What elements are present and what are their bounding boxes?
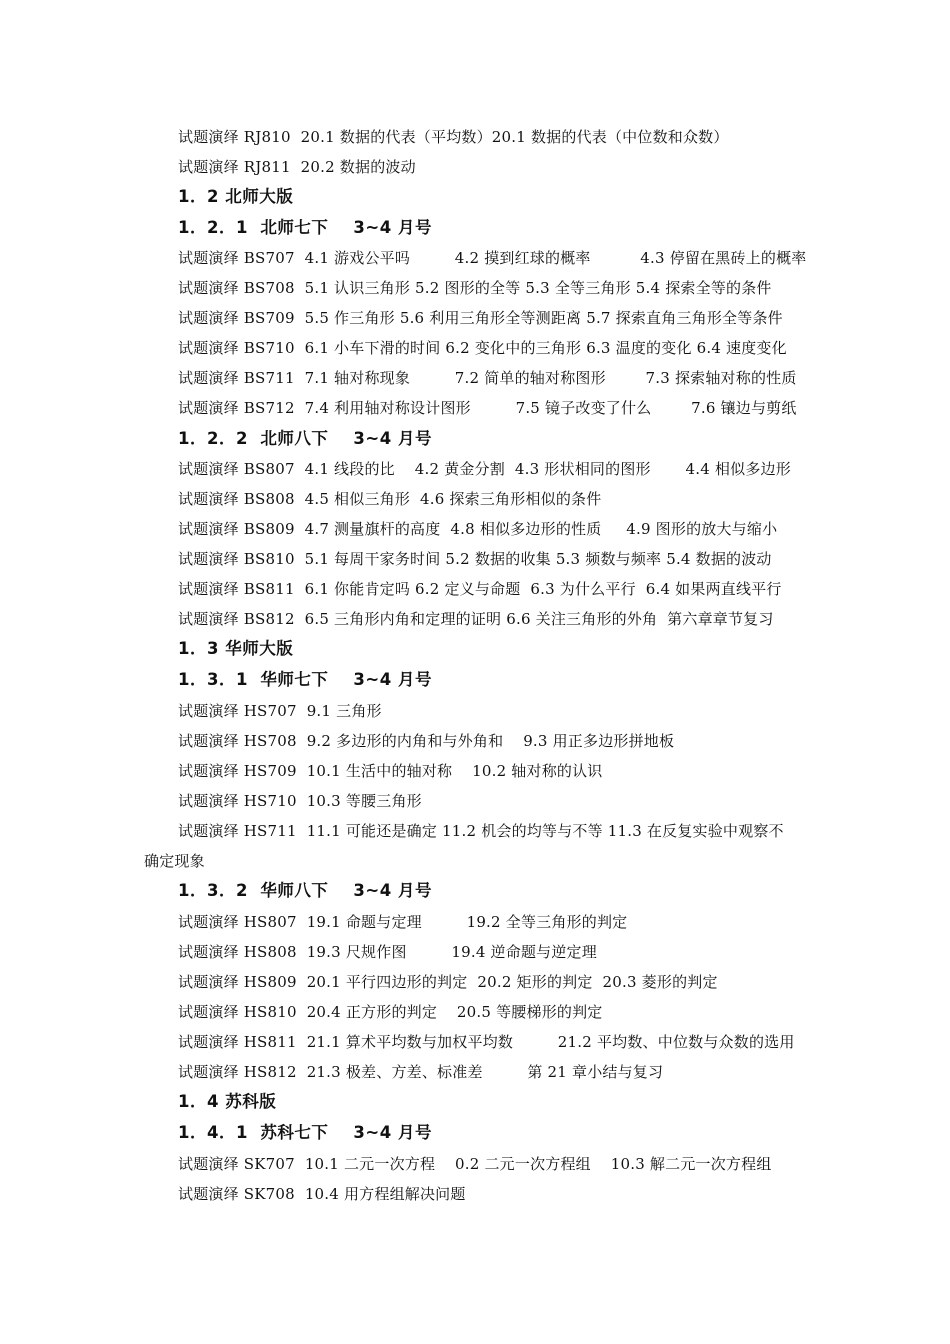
- toc-line-hs812: 试题演绎 HS812 21.3 极差、方差、标准差 第 21 章小结与复习: [178, 1063, 664, 1081]
- toc-line-bs709: 试题演绎 BS709 5.5 作三角形 5.6 利用三角形全等测距离 5.7 探索直角三角形全等条件: [178, 309, 783, 327]
- toc-line-hs711: 试题演绎 HS711 11.1 可能还是确定 11.2 机会的均等与不等 11.3 在反复实验中观察不: [178, 822, 784, 840]
- toc-line-hs708: 试题演绎 HS708 9.2 多边形的内角和与外角和 9.3 用正多边形拼地板: [178, 732, 675, 750]
- subsection-heading-bs8: 1．2．2 北师八下 3~4 月号: [178, 429, 432, 448]
- toc-line-bs808: 试题演绎 BS808 4.5 相似三角形 4.6 探索三角形相似的条件: [178, 490, 602, 508]
- toc-line-bs807: 试题演绎 BS807 4.1 线段的比 4.2 黄金分割 4.3 形状相同的图形 4.4 相似多边形: [178, 460, 791, 478]
- toc-line-hs809: 试题演绎 HS809 20.1 平行四边形的判定 20.2 矩形的判定 20.3 菱形的判定: [178, 973, 718, 991]
- toc-line-rj811: 试题演绎 RJ811 20.2 数据的波动: [178, 158, 416, 176]
- toc-line-sk707: 试题演绎 SK707 10.1 二元一次方程 0.2 二元一次方程组 10.3 解二元一次方程组: [178, 1155, 772, 1173]
- toc-line-hs710: 试题演绎 HS710 10.3 等腰三角形: [178, 792, 422, 810]
- toc-line-hs707: 试题演绎 HS707 9.1 三角形: [178, 702, 382, 720]
- toc-line-bs708: 试题演绎 BS708 5.1 认识三角形 5.2 图形的全等 5.3 全等三角形 5.4 探索全等的条件: [178, 279, 772, 297]
- toc-line-bs810: 试题演绎 BS810 5.1 每周干家务时间 5.2 数据的收集 5.3 频数与频率 5.4 数据的波动: [178, 550, 772, 568]
- toc-line-bs707: 试题演绎 BS707 4.1 游戏公平吗 4.2 摸到红球的概率 4.3 停留在黑砖上的概率: [178, 249, 807, 267]
- toc-line-bs710: 试题演绎 BS710 6.1 小车下滑的时间 6.2 变化中的三角形 6.3 温度的变化 6.4 速度变化: [178, 339, 787, 357]
- toc-line-hs811: 试题演绎 HS811 21.1 算术平均数与加权平均数 21.2 平均数、中位数与众数的选用: [178, 1033, 795, 1051]
- subsection-heading-hs8: 1．3．2 华师八下 3~4 月号: [178, 881, 432, 900]
- toc-line-sk708: 试题演绎 SK708 10.4 用方程组解决问题: [178, 1185, 466, 1203]
- toc-line-bs711: 试题演绎 BS711 7.1 轴对称现象 7.2 简单的轴对称图形 7.3 探索轴对称的性质: [178, 369, 797, 387]
- toc-line-hs810: 试题演绎 HS810 20.4 正方形的判定 20.5 等腰梯形的判定: [178, 1003, 603, 1021]
- toc-line-hs808: 试题演绎 HS808 19.3 尺规作图 19.4 逆命题与逆定理: [178, 943, 597, 961]
- subsection-heading-hs7: 1．3．1 华师七下 3~4 月号: [178, 670, 432, 689]
- toc-line-bs809: 试题演绎 BS809 4.7 测量旗杆的高度 4.8 相似多边形的性质 4.9 图形的放大与缩小: [178, 520, 778, 538]
- toc-line-hs807: 试题演绎 HS807 19.1 命题与定理 19.2 全等三角形的判定: [178, 913, 628, 931]
- section-heading-skb: 1．4 苏科版: [178, 1092, 277, 1111]
- toc-line-bs811: 试题演绎 BS811 6.1 你能肯定吗 6.2 定义与命题 6.3 为什么平行 6.4 如果两直线平行: [178, 580, 782, 598]
- toc-line-bs712: 试题演绎 BS712 7.4 利用轴对称设计图形 7.5 镜子改变了什么 7.6 镶边与剪纸: [178, 399, 797, 417]
- toc-line-hs709: 试题演绎 HS709 10.1 生活中的轴对称 10.2 轴对称的认识: [178, 762, 603, 780]
- subsection-heading-sk7: 1．4．1 苏科七下 3~4 月号: [178, 1123, 432, 1142]
- toc-line-rj810: 试题演绎 RJ810 20.1 数据的代表（平均数）20.1 数据的代表（中位数和众数）: [178, 128, 729, 146]
- subsection-heading-bs7: 1．2．1 北师七下 3~4 月号: [178, 218, 432, 237]
- section-heading-hsd: 1．3 华师大版: [178, 639, 294, 658]
- toc-line-bs812: 试题演绎 BS812 6.5 三角形内角和定理的证明 6.6 关注三角形的外角 第六章章节复习: [178, 610, 774, 628]
- toc-line-hs711-continued: 确定现象: [144, 852, 205, 870]
- section-heading-bsd: 1．2 北师大版: [178, 187, 294, 206]
